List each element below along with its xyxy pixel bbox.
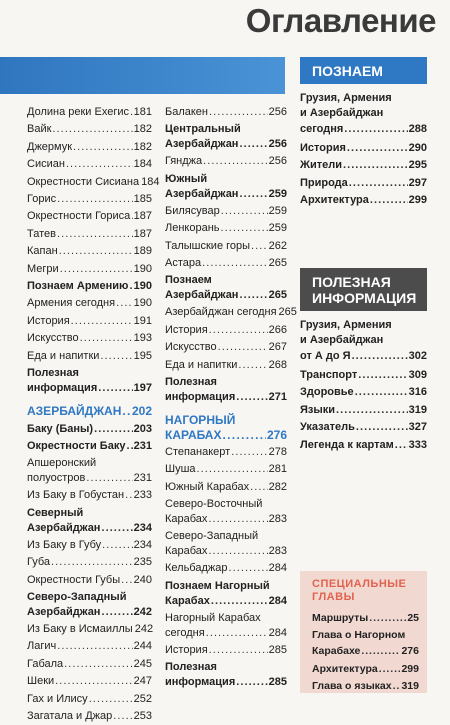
toc-entry[interactable]: Загатала и Джар . . . 253 xyxy=(27,708,152,725)
toc-entry[interactable]: Долина реки Ехегис . . . 181 xyxy=(27,104,152,121)
toc-entry[interactable]: Окрестности Сисиана 184 xyxy=(27,175,160,188)
toc-entry[interactable]: Искусство . . . 267 xyxy=(165,339,287,356)
toc-entry[interactable]: Полезная информация . . . 197 xyxy=(27,365,152,397)
toc-entry[interactable]: Гах и Илису . . . 252 xyxy=(27,691,152,708)
toc-entry-line: Полезная xyxy=(165,661,217,674)
toc-entry-line: Глава о Нагорном xyxy=(312,629,406,641)
toc-entry[interactable]: Северо-Восточный Карабах . . . 283 xyxy=(165,496,287,528)
toc-entry[interactable]: Шуша . . . 281 xyxy=(165,461,287,478)
special-header-line: СПЕЦИАЛЬНЫЕ xyxy=(312,578,407,590)
toc-entry[interactable]: Северо-Западный Карабах . . . 283 xyxy=(165,528,287,560)
toc-entry[interactable]: Полезная информация . . . 285 xyxy=(165,659,287,691)
toc-entry[interactable]: История . . . 266 xyxy=(165,322,287,339)
sidebar-info xyxy=(300,268,427,454)
toc-entry[interactable]: Апшеронский полуостров . . . 231 xyxy=(27,455,152,487)
toc-entry[interactable]: Искусство . . . 193 xyxy=(27,330,152,347)
section-banner xyxy=(0,57,285,94)
toc-entry[interactable]: История . . . 191 xyxy=(27,313,152,330)
toc-entry-line: Грузия, Армения xyxy=(300,319,392,331)
toc-entry-line: Северо-Западный xyxy=(27,590,127,603)
toc-entry[interactable]: Грузия, Армения и Азербайджан сегодня . . . 288 xyxy=(300,90,427,140)
toc-entry[interactable]: Грузия, Армения и Азербайджан от А до Я . . . 302 xyxy=(300,317,427,367)
toc-section-azerbaijan[interactable]: АЗЕРБАЙДЖАН . . . 202 xyxy=(27,403,152,420)
toc-entry-line: и Азербайджан xyxy=(300,107,384,119)
toc-column-1 xyxy=(27,104,160,725)
toc-entry[interactable]: Астара . . . 265 xyxy=(165,255,287,272)
toc-entry[interactable]: Здоровье . . . 316 xyxy=(300,384,427,402)
sidebar-header: ПОЗНАЕМ xyxy=(300,57,427,84)
toc-entry[interactable]: Южный Азербайджан . . . 259 xyxy=(165,171,287,203)
toc-entry[interactable]: Окрестности Баку . . . 231 xyxy=(27,438,152,455)
toc-entry-line: Полезная xyxy=(27,367,79,380)
toc-entry[interactable]: Еда и напитки . . . 268 xyxy=(165,357,287,374)
sidebar-header-line: ИНФОРМАЦИЯ xyxy=(312,290,417,306)
toc-entry[interactable]: Еда и напитки . . . 195 xyxy=(27,348,152,365)
toc-entry[interactable]: Габала . . . 245 xyxy=(27,656,152,673)
page-title: Оглавление xyxy=(245,2,436,39)
toc-entry[interactable]: Горис . . . 185 xyxy=(27,191,152,208)
toc-entry[interactable]: Сисиан . . . 184 xyxy=(27,156,152,173)
special-header-line: ГЛАВЫ xyxy=(312,591,355,603)
toc-entry[interactable]: Указатель . . . 327 xyxy=(300,419,427,437)
toc-entry[interactable]: Степанакерт . . . 278 xyxy=(165,444,287,461)
sidebar-poznaem xyxy=(300,57,427,210)
toc-entry[interactable]: Ленкорань . . . 259 xyxy=(165,220,287,237)
toc-entry[interactable]: Из Баку в Гобустан . . . 233 xyxy=(27,487,152,504)
toc-entry[interactable]: История . . . 290 xyxy=(300,140,427,158)
toc-entry[interactable]: Балакен . . . 256 xyxy=(165,104,287,121)
toc-entry[interactable]: Капан . . . 189 xyxy=(27,243,152,260)
toc-entry[interactable]: Транспорт . . . 309 xyxy=(300,367,427,385)
toc-entry[interactable]: Из Баку в Исмаиллы 242 xyxy=(27,622,154,635)
toc-entry-line: НАГОРНЫЙ xyxy=(165,413,236,428)
toc-entry-line: и Азербайджан xyxy=(300,334,384,346)
toc-entry-line: Нагорный Карабах xyxy=(165,611,261,624)
toc-entry[interactable]: Полезная информация . . . 271 xyxy=(165,374,287,406)
toc-entry-line: Центральный xyxy=(165,123,241,136)
toc-entry[interactable]: Шеки . . . 247 xyxy=(27,673,152,690)
special-chapters-header xyxy=(300,571,427,604)
toc-entry[interactable]: Губа . . . 235 xyxy=(27,554,152,571)
toc-entry[interactable]: Билясувар . . . 259 xyxy=(165,203,287,220)
toc-entry[interactable]: Глава о языках . . . 319 xyxy=(312,678,419,695)
sidebar-header-line: ПОЛЕЗНАЯ xyxy=(312,274,391,290)
toc-entry-line: Полезная xyxy=(165,376,217,389)
toc-entry[interactable]: Гянджа . . . 256 xyxy=(165,153,287,170)
toc-entry[interactable]: Жители . . . 295 xyxy=(300,157,427,175)
toc-entry[interactable]: Архитектура . . . 299 xyxy=(312,661,419,678)
toc-entry-line: Северо-Западный xyxy=(165,530,259,543)
toc-entry[interactable]: Южный Карабах . . . 282 xyxy=(165,479,287,496)
toc-entry[interactable]: Джермук . . . 182 xyxy=(27,139,152,156)
toc-entry[interactable]: Вайк . . . 182 xyxy=(27,121,152,138)
toc-entry[interactable]: Кельбаджар . . . 284 xyxy=(165,560,287,577)
special-chapters-box xyxy=(300,571,427,693)
toc-entry[interactable]: Азербайджан сегодня 265 xyxy=(165,306,297,319)
toc-entry[interactable]: Окрестности Гориса . . . 187 xyxy=(27,208,152,225)
toc-entry-line: Апшеронский xyxy=(27,457,97,470)
toc-entry[interactable]: Лагич . . . 244 xyxy=(27,638,152,655)
toc-entry-line: Познаем Нагорный xyxy=(165,579,270,592)
toc-entry[interactable]: Окрестности Губы . . . 240 xyxy=(27,572,152,589)
toc-entry[interactable]: История . . . 285 xyxy=(165,642,287,659)
toc-entry[interactable]: Познаем Азербайджан . . . 265 xyxy=(165,272,287,304)
toc-entry[interactable]: Северный Азербайджан . . . 234 xyxy=(27,505,152,537)
toc-entry[interactable]: Центральный Азербайджан . . . 256 xyxy=(165,121,287,153)
toc-entry[interactable]: Маршруты . . . 25 xyxy=(312,610,419,627)
toc-entry[interactable]: Познаем Армению . . . 190 xyxy=(27,278,152,295)
toc-entry-line: Познаем xyxy=(165,274,212,287)
toc-entry[interactable]: Познаем Нагорный Карабах . . . 284 xyxy=(165,578,287,610)
toc-entry[interactable]: Армения сегодня . . . 190 xyxy=(27,295,152,312)
toc-entry[interactable]: Языки . . . 319 xyxy=(300,402,427,420)
toc-entry-line: Северо-Восточный xyxy=(165,498,263,511)
toc-entry[interactable]: Северо-Западный Азербайджан . . . 242 xyxy=(27,589,152,621)
toc-entry[interactable]: Талышские горы . . . 262 xyxy=(165,238,287,255)
toc-entry[interactable]: Мегри . . . 190 xyxy=(27,261,152,278)
sidebar-header xyxy=(300,268,427,311)
toc-entry-line: Грузия, Армения xyxy=(300,92,392,104)
toc-entry[interactable]: Баку (Баны) . . . 203 xyxy=(27,421,152,438)
toc-entry[interactable]: Из Баку в Губу . . . 234 xyxy=(27,537,152,554)
toc-entry[interactable]: Нагорный Карабах сегодня . . . 284 xyxy=(165,610,287,642)
toc-entry[interactable]: Легенда к картам . . . 333 xyxy=(300,437,427,455)
toc-column-2 xyxy=(165,104,297,691)
toc-entry-line: Северный xyxy=(27,506,84,519)
toc-entry-line: Южный xyxy=(165,172,208,185)
toc-entry[interactable]: Глава о Нагорном Карабахе . . . 276 xyxy=(312,627,419,661)
toc-entry[interactable]: Татев . . . 187 xyxy=(27,226,152,243)
toc-entry[interactable]: Архитектура . . . 299 xyxy=(300,192,427,210)
toc-entry[interactable]: Природа . . . 297 xyxy=(300,175,427,193)
toc-section-karabakh[interactable]: НАГОРНЫЙ КАРАБАХ . . . 276 xyxy=(165,412,287,444)
